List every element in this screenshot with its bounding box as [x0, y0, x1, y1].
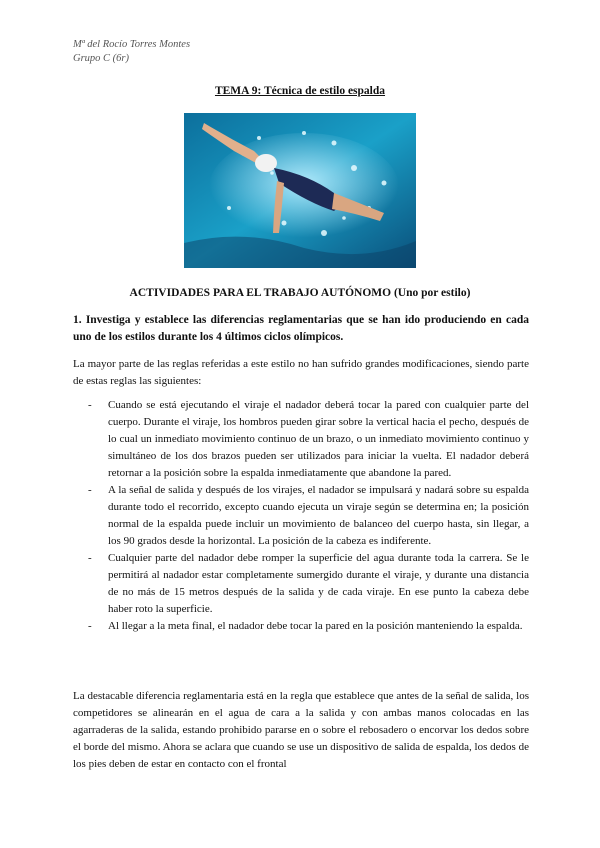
section-subtitle: ACTIVIDADES PARA EL TRABAJO AUTÓNOMO (Uno por estilo) [129, 287, 471, 299]
list-item [73, 397, 529, 482]
bullet-dash: - [88, 399, 92, 411]
rules-list [73, 397, 529, 635]
list-item [73, 482, 529, 550]
swimmer-backstroke-photo [184, 113, 416, 268]
closing-paragraph: La destacable diferencia reglamentaria está en la regla que establece que antes de la señal de salida, los competidores se alinearán en el agua de cara a la salida y con ambas manos colocadas en las agarraderas de la salida, estando prohibido pararse en o sobre el rebosadero o encorvar los dedos sobre el borde del mismo. Ahora se aclara que cuando se use un dispositivo de salida de espalda, los dedos de los pies deben de estar en contacto con el frontal [73, 690, 529, 770]
group-label: Grupo C (6r) [73, 53, 130, 64]
author-name: Mª del Rocío Torres Montes [73, 39, 191, 50]
rule-text: Al llegar a la meta final, el nadador debe tocar la pared en la posición manteniendo la espalda. [108, 620, 523, 632]
list-item [73, 618, 529, 635]
rule-text: A la señal de salida y después de los virajes, el nadador se impulsará y nadará sobre su espalda durante todo el recorrido, excepto cuando ejecuta un viraje según se determina en; la posición normal de la espalda puede incluir un movimiento de balanceo del cuerpo hasta, sin llegar, a los 90 grados desde la horizontal. La posición de la cabeza es indiferente. [108, 484, 529, 547]
bullet-dash: - [88, 552, 92, 564]
rule-text: Cualquier parte del nadador debe romper la superficie del agua durante toda la carrera. Se le permitirá al nadador estar completamente sumergido durante el viraje, y durante una distancia de no más de 15 metros después de la salida y de cada viraje. En ese punto la cabeza debe haber roto la superficie. [108, 552, 529, 615]
page-title: TEMA 9: Técnica de estilo espalda [214, 85, 386, 97]
intro-paragraph: La mayor parte de las reglas referidas a este estilo no han sufrido grandes modificaciones, siendo parte de estas reglas las siguientes: [73, 358, 529, 387]
page-header [73, 38, 190, 66]
bullet-dash: - [88, 620, 92, 632]
list-item [73, 550, 529, 618]
rule-text: Cuando se está ejecutando el viraje el nadador deberá tocar la pared con cualquier parte del cuerpo. Durante el viraje, los hombros pueden girar sobre la vertical hacia el pecho, después de lo cual un inmediato movimiento continuo de un brazo, o un inmediato movimiento continuo y simultáneo de los dos brazos pueden ser utilizados para iniciar la vuelta. El nadador deberá retornar a la posición sobre la espalda inmediatamente que abandone la pared. [108, 399, 529, 479]
question-1: 1. Investiga y establece las diferencias reglamentarias que se han ido produciendo en cada uno de los estilos durante los 4 últimos ciclos olímpicos. [73, 314, 529, 343]
bullet-dash: - [88, 484, 92, 496]
